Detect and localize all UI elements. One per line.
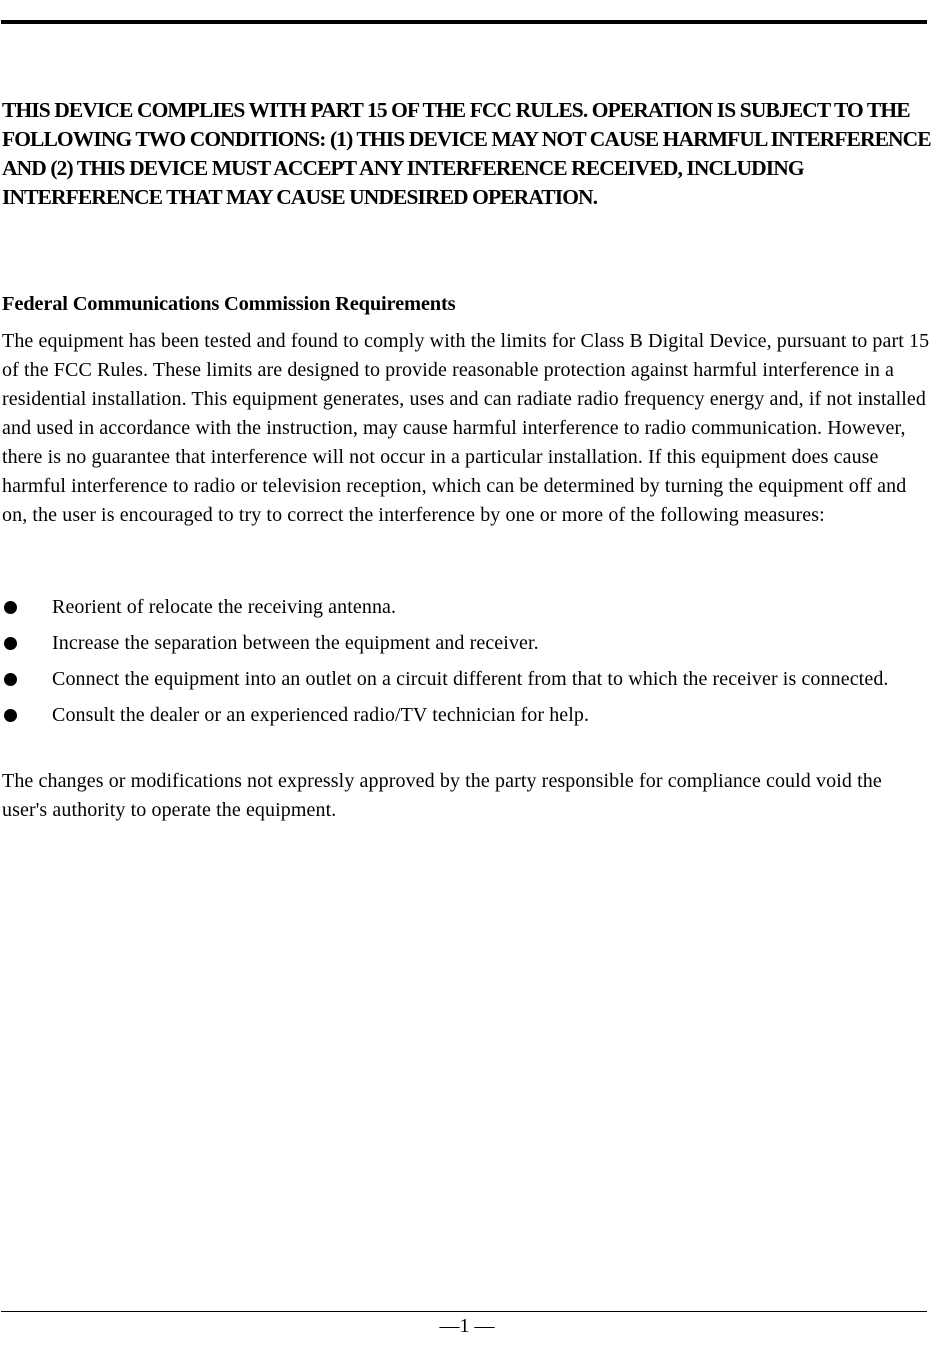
list-item-text: Reorient of relocate the receiving antenna.: [52, 596, 397, 618]
requirements-paragraph: The equipment has been tested and found to comply with the limits for Class B Digital Device, pursuant to part 15 of the FCC Rules. These limits are designed to provide reasonable protection against harmful interference in a residential installation. This equipment generates, uses and can radiate radio frequency energy and, if not installed and used in accordance with the instruction, may cause harmful interference to radio communication. However, there is no guarantee that interference will not occur in a particular installation. If this equipment does cause harmful interference to radio or television reception, which can be determined by turning the equipment off and on, the user is encouraged to try to correct the interference by one or more of the following measures:: [2, 330, 930, 526]
list-item: [0, 665, 935, 694]
footer-rule: [1, 1311, 927, 1312]
closing-paragraph: The changes or modifications not expressly approved by the party responsible for compliance could void the user's authority to operate the equipment.: [2, 770, 882, 821]
list-item: [0, 629, 935, 658]
list-item: [0, 593, 935, 622]
top-rule: [1, 20, 927, 24]
list-item-text: Increase the separation between the equipment and receiver.: [52, 632, 539, 654]
list-item: [0, 701, 935, 730]
list-item-text: Connect the equipment into an outlet on a circuit different from that to which the receiver is connected.: [52, 668, 889, 690]
bullet-icon: [4, 601, 17, 614]
section-heading: Federal Communications Commission Requirements: [2, 293, 456, 315]
bullet-icon: [4, 673, 17, 686]
measures-list: [0, 593, 935, 737]
fcc-compliance-notice: THIS DEVICE COMPLIES WITH PART 15 OF THE FCC RULES. OPERATION IS SUBJECT TO THE FOLLOWING TWO CONDITIONS: (1) THIS DEVICE MAY NOT CAUSE HARMFUL INTERFERENCE AND (2) THIS DEVICE MUST ACCEPT ANY INTERFERENCE RECEIVED, INCLUDING INTERFERENCE THAT MAY CAUSE UNDESIRED OPERATION.: [2, 98, 931, 209]
page-number: —1 —: [439, 1315, 495, 1337]
list-item-text: Consult the dealer or an experienced radio/TV technician for help.: [52, 704, 590, 726]
bullet-icon: [4, 637, 17, 650]
bullet-icon: [4, 709, 17, 722]
